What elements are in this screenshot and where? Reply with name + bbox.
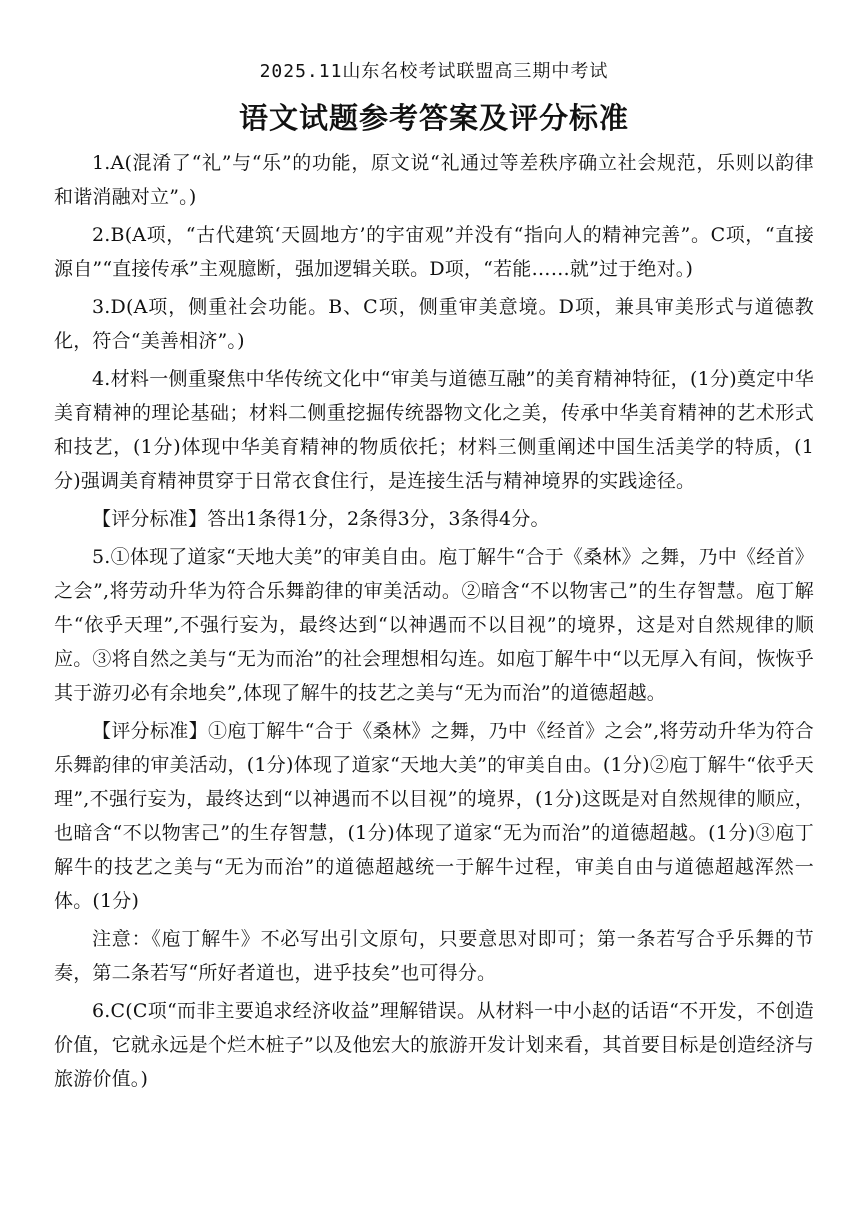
- answer-1: 1.A(混淆了“礼”与“乐”的功能，原文说“礼通过等差秩序确立社会规范，乐则以韵律和谐消融对立”。): [54, 152, 814, 208]
- answer-4: 4.材料一侧重聚焦中华传统文化中“审美与道德互融”的美育精神特征，(1分)奠定中华美育精神的理论基础；材料二侧重挖掘传统器物文化之美，传承中华美育精神的艺术形式和技艺，(1分)体现中华美育精神的物质依托；材料三侧重阐述中国生活美学的特质，(1分)强调美育精神贯穿于日常衣食住行，是连接生活与精神境界的实践途径。: [54, 368, 814, 492]
- document-title: 语文试题参考答案及评分标准: [238, 101, 629, 135]
- scoring-standard-4: 【评分标准】答出1条得1分，2条得3分，3条得4分。: [92, 508, 550, 530]
- answer-sheet-page: [54, 58, 814, 1100]
- exam-subtitle: 2025.11山东名校考试联盟高三期中考试: [259, 61, 609, 82]
- note-5: 注意：《庖丁解牛》不必写出引文原句，只要意思对即可；第一条若写合乎乐舞的节奏，第二条若写“所好者道也，进乎技矣”也可得分。: [54, 928, 814, 984]
- answer-6: 6.C(C项“而非主要追求经济收益”理解错误。从材料一中小赵的话语“不开发，不创造价值，它就永远是个烂木桩子”以及他宏大的旅游开发计划来看，其首要目标是创造经济与旅游价值。): [54, 1000, 814, 1090]
- scoring-standard-5: 【评分标准】①庖丁解牛“合于《桑林》之舞，乃中《经首》之会”,将劳动升华为符合乐舞韵律的审美活动，(1分)体现了道家“天地大美”的审美自由。(1分)②庖丁解牛“依乎天理”,不强行妄为，最终达到“以神遇而不以目视”的境界，(1分)这既是对自然规律的顺应，也暗含“不以物害己”的生存智慧，(1分)体现了道家“无为而治”的道德超越。(1分)③庖丁解牛的技艺之美与“无为而治”的道德超越统一于解牛过程，审美自由与道德超越浑然一体。(1分): [54, 720, 814, 912]
- answer-3: 3.D(A项，侧重社会功能。B、C项，侧重审美意境。D项，兼具审美形式与道德教化，符合“美善相济”。): [54, 296, 814, 352]
- faint-watermark: [813, 1174, 847, 1188]
- answer-2: 2.B(A项，“古代建筑‘天圆地方’的宇宙观”并没有“指向人的精神完善”。C项，“直接源自”“直接传承”主观臆断，强加逻辑关联。D项，“若能……就”过于绝对。): [54, 224, 814, 280]
- answer-5: 5.①体现了道家“天地大美”的审美自由。庖丁解牛“合于《桑林》之舞，乃中《经首》之会”,将劳动升华为符合乐舞韵律的审美活动。②暗含“不以物害己”的生存智慧。庖丁解牛“依乎天理”,不强行妄为，最终达到“以神遇而不以目视”的境界，这是对自然规律的顺应。③将自然之美与“无为而治”的社会理想相勾连。如庖丁解牛中“以无厚入有间，恢恢乎其于游刃必有余地矣”,体现了解牛的技艺之美与“无为而治”的道德超越。: [54, 546, 814, 704]
